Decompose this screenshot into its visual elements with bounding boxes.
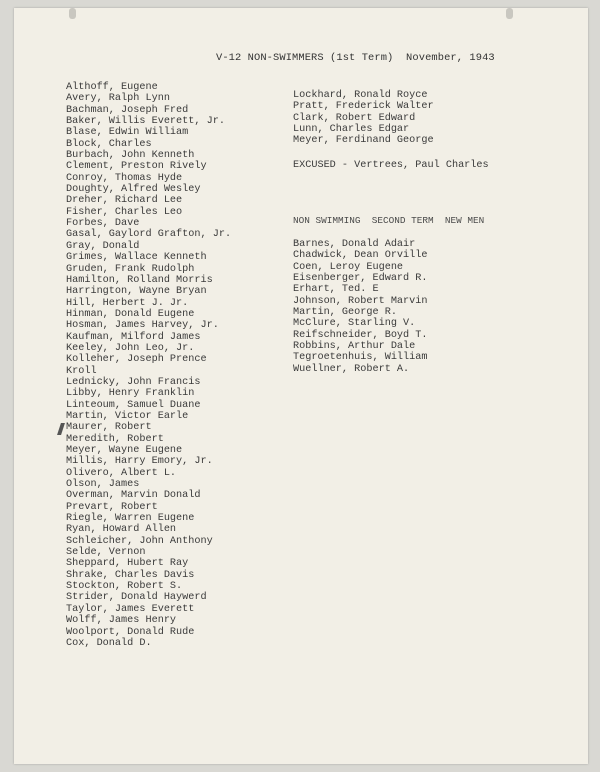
- name-entry: Erhart, Ted. E: [293, 284, 379, 296]
- name-entry: Hamilton, Rolland Morris: [66, 274, 213, 286]
- name-entry: Chadwick, Dean Orville: [293, 250, 428, 262]
- name-entry: Meyer, Wayne Eugene: [66, 445, 183, 456]
- name-entry: Prevart, Robert: [66, 501, 158, 513]
- name-entry: Olivero, Albert L.: [66, 467, 177, 479]
- second-term-name-list: [293, 239, 428, 375]
- name-entry: Kaufman, Milford James: [66, 331, 201, 343]
- name-entry: Schleicher, John Anthony: [66, 535, 213, 547]
- name-entry: Doughty, Alfred Wesley: [66, 184, 201, 196]
- additional-name-list: [293, 90, 434, 147]
- name-entry: Gruden, Frank Rudolph: [66, 263, 195, 275]
- name-entry: Reifschneider, Boyd T.: [293, 329, 428, 341]
- name-entry: Maurer, Robert: [66, 422, 152, 434]
- name-entry: Libby, Henry Franklin: [66, 388, 195, 400]
- name-entry: Ryan, Howard Allen: [66, 524, 177, 536]
- name-entry: Burbach, John Kenneth: [66, 150, 195, 162]
- name-entry: Harrington, Wayne Bryan: [66, 286, 207, 298]
- name-entry: Sheppard, Hubert Ray: [66, 558, 189, 570]
- name-entry: Baker, Willis Everett, Jr.: [66, 116, 225, 128]
- name-entry: Millis, Harry Emory, Jr.: [66, 456, 213, 468]
- name-entry: Wuellner, Robert A.: [293, 363, 410, 375]
- name-entry: Robbins, Arthur Dale: [293, 341, 416, 353]
- excused-line: EXCUSED - Vertrees, Paul Charles: [293, 160, 489, 171]
- name-entry: Selde, Vernon: [66, 547, 146, 559]
- name-entry: Keeley, John Leo, Jr.: [66, 342, 195, 354]
- name-entry: Althoff, Eugene: [66, 82, 158, 93]
- name-entry: Coen, Leroy Eugene: [293, 261, 404, 273]
- name-entry: Shrake, Charles Davis: [66, 569, 195, 581]
- name-entry: Block, Charles: [66, 138, 152, 150]
- name-entry: Hosman, James Harvey, Jr.: [66, 320, 219, 332]
- document-heading: V-12 NON-SWIMMERS (1st Term) November, 1943: [216, 52, 495, 64]
- name-entry: Meredith, Robert: [66, 433, 164, 445]
- name-entry: Dreher, Richard Lee: [66, 195, 183, 207]
- second-term-heading: NON SWIMMING SECOND TERM NEW MEN: [293, 215, 485, 226]
- name-entry: Hill, Herbert J. Jr.: [66, 297, 189, 309]
- name-entry: Tegroetenhuis, William: [293, 352, 428, 364]
- name-entry: Bachman, Joseph Fred: [66, 104, 189, 116]
- name-entry: Blase, Edwin William: [66, 127, 189, 139]
- name-entry: Conroy, Thomas Hyde: [66, 172, 183, 184]
- first-term-name-list: [66, 82, 231, 649]
- name-entry: Pratt, Frederick Walter: [293, 101, 434, 113]
- name-entry: Fisher, Charles Leo: [66, 206, 183, 218]
- name-entry: Clement, Preston Rively: [66, 161, 207, 173]
- name-entry: Wolff, James Henry: [66, 615, 177, 627]
- name-entry: Gasal, Gaylord Grafton, Jr.: [66, 229, 232, 241]
- name-entry: Martin, George R.: [293, 307, 397, 319]
- name-entry: Kolleher, Joseph Prence: [66, 354, 207, 366]
- name-entry: Woolport, Donald Rude: [66, 626, 195, 638]
- punch-hole-left: [69, 8, 76, 19]
- name-entry: Gray, Donald: [66, 240, 140, 252]
- name-entry: Lockhard, Ronald Royce: [293, 90, 428, 101]
- name-entry: Lednicky, John Francis: [66, 376, 201, 388]
- name-entry: Lunn, Charles Edgar: [293, 124, 410, 136]
- name-entry: Kroll: [66, 365, 97, 377]
- name-entry: Olson, James: [66, 479, 140, 491]
- name-entry: Forbes, Dave: [66, 218, 140, 230]
- name-entry: Eisenberger, Edward R.: [293, 273, 428, 285]
- name-entry: Grimes, Wallace Kenneth: [66, 252, 207, 264]
- name-entry: Cox, Donald D.: [66, 637, 152, 649]
- name-entry: Clark, Robert Edward: [293, 112, 416, 124]
- punch-hole-right: [506, 8, 513, 19]
- name-entry: Riegle, Warren Eugene: [66, 513, 195, 525]
- name-entry: Johnson, Robert Marvin: [293, 295, 428, 307]
- name-entry: McClure, Starling V.: [293, 318, 416, 330]
- name-entry: Strider, Donald Haywerd: [66, 592, 207, 604]
- name-entry: Linteoum, Samuel Duane: [66, 399, 201, 411]
- name-entry: Martin, Victor Earle: [66, 410, 189, 422]
- name-entry: Barnes, Donald Adair: [293, 239, 416, 250]
- name-entry: Stockton, Robert S.: [66, 581, 183, 593]
- name-entry: Taylor, James Everett: [66, 603, 195, 615]
- name-entry: Overman, Marvin Donald: [66, 490, 201, 502]
- name-entry: Avery, Ralph Lynn: [66, 93, 170, 105]
- name-entry: Meyer, Ferdinand George: [293, 135, 434, 147]
- name-entry: Hinman, Donald Eugene: [66, 308, 195, 320]
